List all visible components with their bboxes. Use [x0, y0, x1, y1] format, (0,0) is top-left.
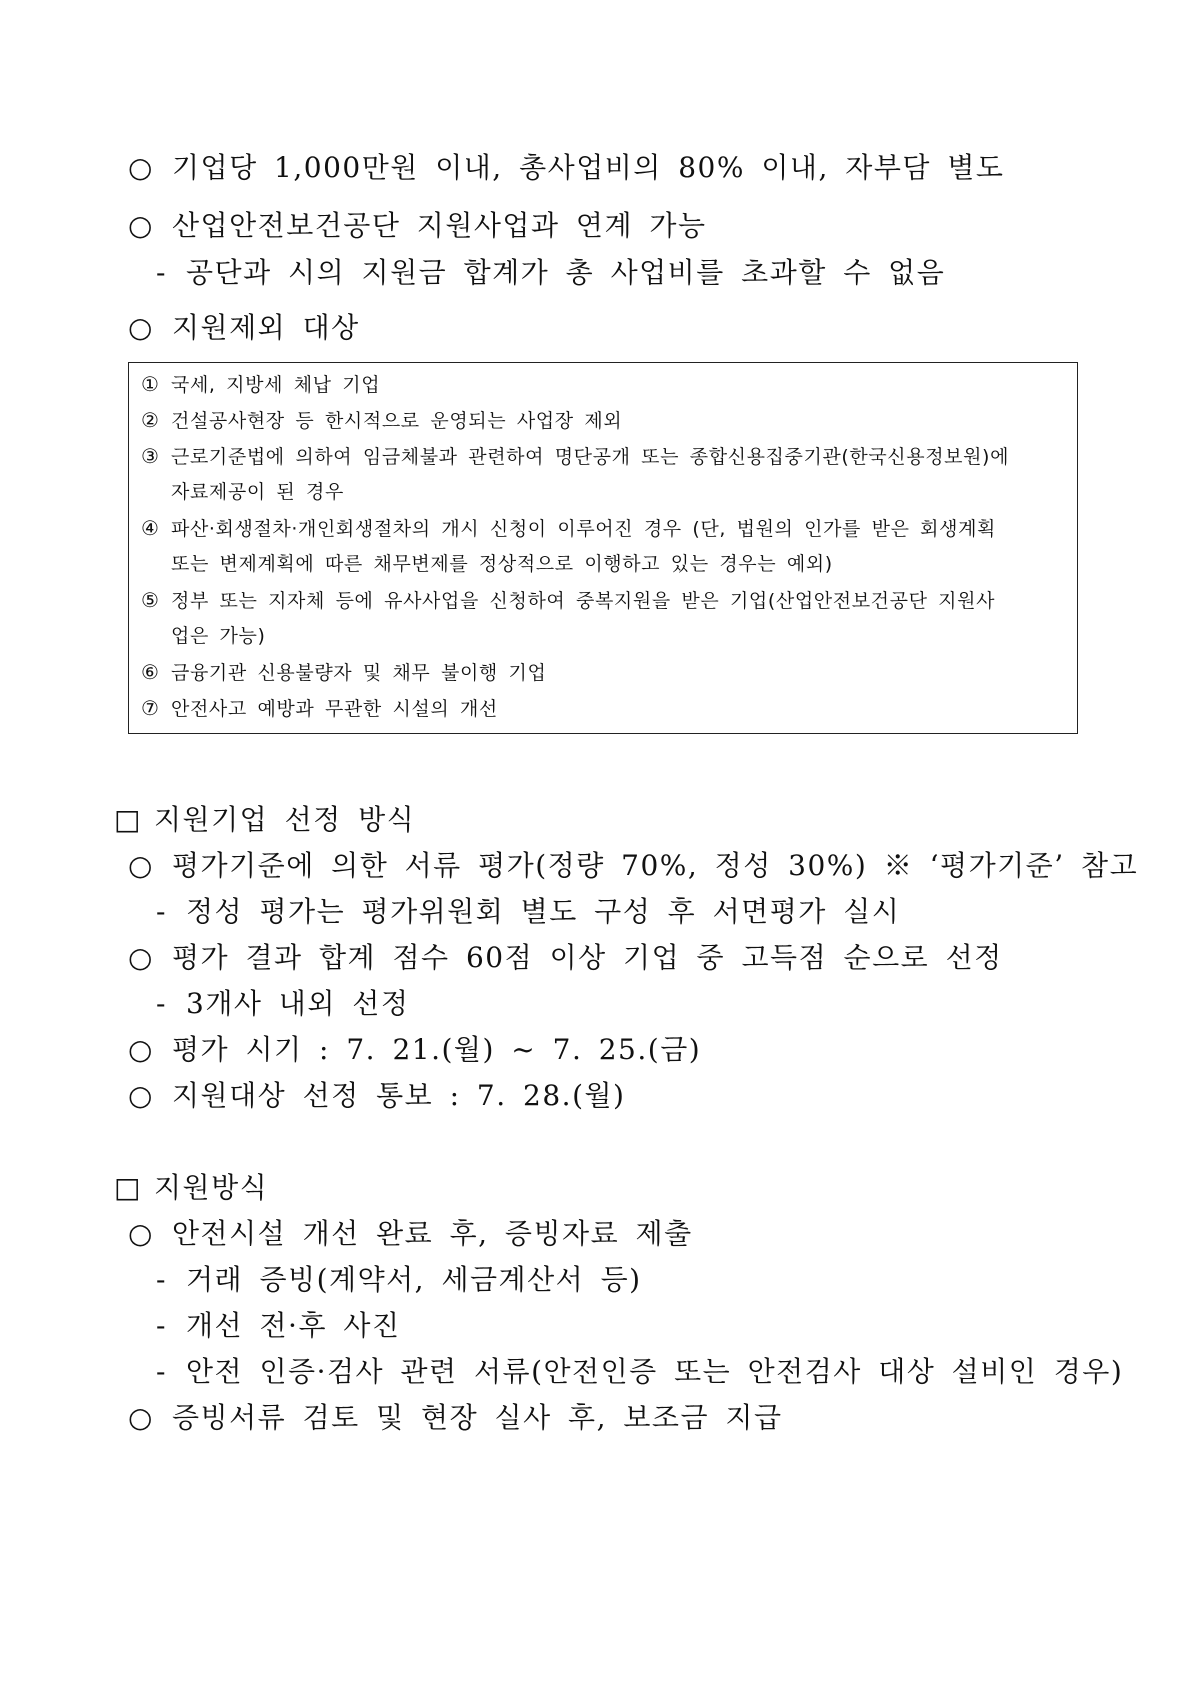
- exclusion-item: ⑦ 안전사고 예방과 무관한 시설의 개선: [141, 696, 498, 720]
- section-heading-selection: □ 지원기업 선정 방식: [114, 803, 416, 836]
- sub-item-qualitative-evaluation: - 정성 평가는 평가위원회 별도 구성 후 서면평가 실시: [156, 895, 901, 928]
- square-bullet-icon: □: [114, 803, 142, 836]
- sub-item-transaction-evidence: - 거래 증빙(계약서, 세금계산서 등): [156, 1263, 642, 1296]
- bullet-document-evaluation: ○ 평가기준에 의한 서류 평가(정량 70%, 정성 30%) ※ ‘평가기준’ 참고: [128, 849, 1139, 882]
- bullet-score-threshold: ○ 평가 결과 합계 점수 60점 이상 기업 중 고득점 순으로 선정: [128, 941, 1003, 974]
- exclusion-item: ⑥ 금융기관 신용불량자 및 채무 불이행 기업: [141, 660, 547, 684]
- circle-bullet-icon: ○: [128, 849, 154, 882]
- dash-marker: -: [156, 987, 167, 1020]
- section-heading-method: □ 지원방식: [114, 1171, 269, 1204]
- bullet-kosha-link: ○ 산업안전보건공단 지원사업과 연계 가능: [128, 209, 707, 242]
- exclusion-item-continuation: 자료제공이 된 경우: [171, 481, 344, 503]
- exclusion-item-continuation: 또는 변제계획에 따른 채무변제를 정상적으로 이행하고 있는 경우는 예외): [171, 553, 833, 575]
- exclusion-item: ① 국세, 지방세 체납 기업: [141, 372, 381, 396]
- dash-marker: -: [156, 256, 167, 289]
- dash-marker: -: [156, 895, 167, 928]
- sub-item-company-count: - 3개사 내외 선정: [156, 987, 410, 1020]
- exclusion-item: ③ 근로기준법에 의하여 임금체불과 관련하여 명단공개 또는 종합신용집중기관(한국신용정보원)에: [141, 444, 1010, 468]
- dash-marker: -: [156, 1309, 167, 1342]
- exclusion-item: ⑤ 정부 또는 지자체 등에 유사사업을 신청하여 중복지원을 받은 기업(산업안전보건공단 지원사: [141, 588, 996, 612]
- exclusions-box: [128, 362, 1078, 734]
- circle-bullet-icon: ○: [128, 1079, 154, 1112]
- bullet-subsidy-payment: ○ 증빙서류 검토 및 현장 실사 후, 보조금 지급: [128, 1401, 783, 1434]
- exclusion-item: ④ 파산·회생절차·개인회생절차의 개시 신청이 이루어진 경우 (단, 법원의 인가를 받은 회생계획: [141, 516, 996, 540]
- sub-item-photos: - 개선 전·후 사진: [156, 1309, 401, 1342]
- circle-bullet-icon: ○: [128, 1033, 154, 1066]
- circle-bullet-icon: ○: [128, 941, 154, 974]
- sub-item-funding-cap: - 공단과 시의 지원금 합계가 총 사업비를 초과할 수 없음: [156, 256, 946, 289]
- circle-bullet-icon: ○: [128, 1217, 154, 1250]
- bullet-budget-limit: ○ 기업당 1,000만원 이내, 총사업비의 80% 이내, 자부담 별도: [128, 151, 1005, 184]
- dash-marker: -: [156, 1355, 167, 1388]
- exclusion-item: ② 건설공사현장 등 한시적으로 운영되는 사업장 제외: [141, 408, 623, 432]
- circle-bullet-icon: ○: [128, 311, 154, 344]
- circle-bullet-icon: ○: [128, 151, 154, 184]
- circle-bullet-icon: ○: [128, 1401, 154, 1434]
- bullet-exclusions-title: ○ 지원제외 대상: [128, 311, 360, 344]
- square-bullet-icon: □: [114, 1171, 142, 1204]
- bullet-submit-evidence: ○ 안전시설 개선 완료 후, 증빙자료 제출: [128, 1217, 693, 1250]
- exclusion-item-continuation: 업은 가능): [171, 625, 266, 647]
- bullet-evaluation-period: ○ 평가 시기 : 7. 21.(월) ~ 7. 25.(금): [128, 1033, 702, 1066]
- bullet-notification-date: ○ 지원대상 선정 통보 : 7. 28.(월): [128, 1079, 626, 1112]
- dash-marker: -: [156, 1263, 167, 1296]
- sub-item-certification-documents: - 안전 인증·검사 관련 서류(안전인증 또는 안전검사 대상 설비인 경우): [156, 1355, 1124, 1388]
- circle-bullet-icon: ○: [128, 209, 154, 242]
